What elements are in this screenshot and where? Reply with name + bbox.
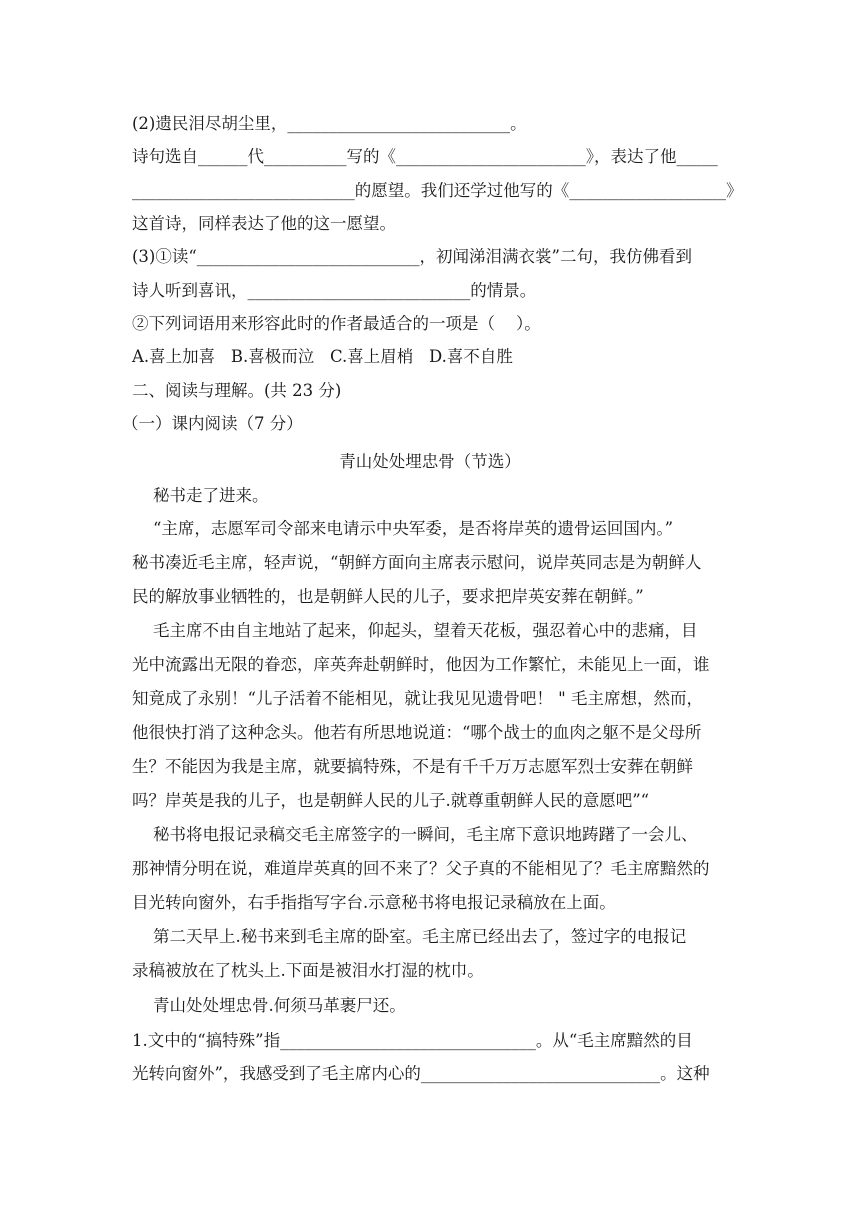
question-3-part-1-cont: 诗人听到喜讯，___________________________的情景。: [132, 281, 537, 300]
passage-line: 民的解放事业牺牲的，也是朝鲜人民的儿子，要求把岸英安葬在朝鲜。”: [132, 587, 644, 606]
poem-line-2: (2)遗民泪尽胡尘里，___________________________。: [132, 114, 527, 133]
question-1-line: 1.文中的“搞特殊”指_______________________________。从“毛主席黯然的目: [132, 1031, 693, 1050]
passage-line: 秘书将电报记录稿交毛主席签字的一瞬间，毛主席下意识地踌躇了一会儿、: [132, 825, 698, 844]
question-3-part-1: (3)①读“___________________________，初闻涕泪满衣裳”二句，我仿佛看到: [132, 247, 692, 266]
passage-title: 青山处处埋忠骨（节选）: [339, 452, 521, 471]
passage-line: 生？不能因为我是主席，就要搞特殊，不是有千千万万志愿军烈士安葬在朝鲜: [132, 757, 693, 776]
passage-line: 光中流露出无限的眷恋，庠英奔赴朝鲜时，他因为工作繁忙，未能见上一面，谁: [132, 655, 710, 674]
question-poem-wish: ___________________________的愿望。我们还学过他写的《___________________》: [132, 181, 743, 200]
question-3-options: A.喜上加喜 B.喜极而泣 C.喜上眉梢 D.喜不自胜: [132, 347, 513, 366]
passage-line: 毛主席不由自主地站了起来，仰起头，望着天花板，强忍着心中的悲痛，目: [132, 621, 698, 640]
passage-line: 秘书凑近毛主席，轻声说，“朝鲜方面向主席表示慰问，说岸英同志是为朝鲜人: [132, 553, 702, 572]
passage-line: 录稿被放在了枕头上.下面是被泪水打湿的枕巾。: [132, 961, 484, 980]
subsection-heading: （一）课内阅读（7 分）: [122, 414, 303, 433]
passage-line: 他很快打消了这种念头。他若有所思地说道：“哪个战士的血肉之躯不是父母所: [132, 723, 702, 742]
passage-line: 那神情分明在说，难道岸英真的回不来了？父子真的不能相见了？毛主席黯然的: [132, 859, 710, 878]
question-poem-source: 诗句选自______代__________写的《_______________________》，表达了他_____: [132, 147, 718, 166]
question-1-line: 光转向窗外”，我感受到了毛主席内心的_____________________________。这种: [132, 1064, 710, 1083]
passage-line: 知竟成了永别！“儿子活着不能相见，就让我见见遗骨吧！ " 毛主席想，然而，: [132, 689, 704, 708]
section-heading: 二、阅读与理解。(共 23 分): [132, 381, 342, 400]
passage-line: 青山处处埋忠骨.何须马革裹尸还。: [132, 996, 406, 1015]
passage-line: 秘书走了进来。: [132, 486, 269, 505]
passage-line: 第二天早上.秘书来到毛主席的卧室。毛主席已经出去了，签过字的电报记: [132, 927, 687, 946]
question-3-part-2: ②下列词语用来形容此时的作者最适合的一项是（ ）。: [132, 314, 541, 333]
question-poem-wish-end: 这首诗，同样表达了他的这一愿望。: [132, 214, 396, 233]
passage-line: “主席，志愿军司令部来电请示中央军委，是否将岸英的遗骨运回国内。”: [132, 519, 674, 538]
passage-line: 目光转向窗外，右手指指写字台.示意秘书将电报记录稿放在上面。: [132, 893, 616, 912]
passage-line: 吗？岸英是我的儿子，也是朝鲜人民的儿子.就尊重朝鲜人民的意愿吧”“: [132, 791, 650, 810]
